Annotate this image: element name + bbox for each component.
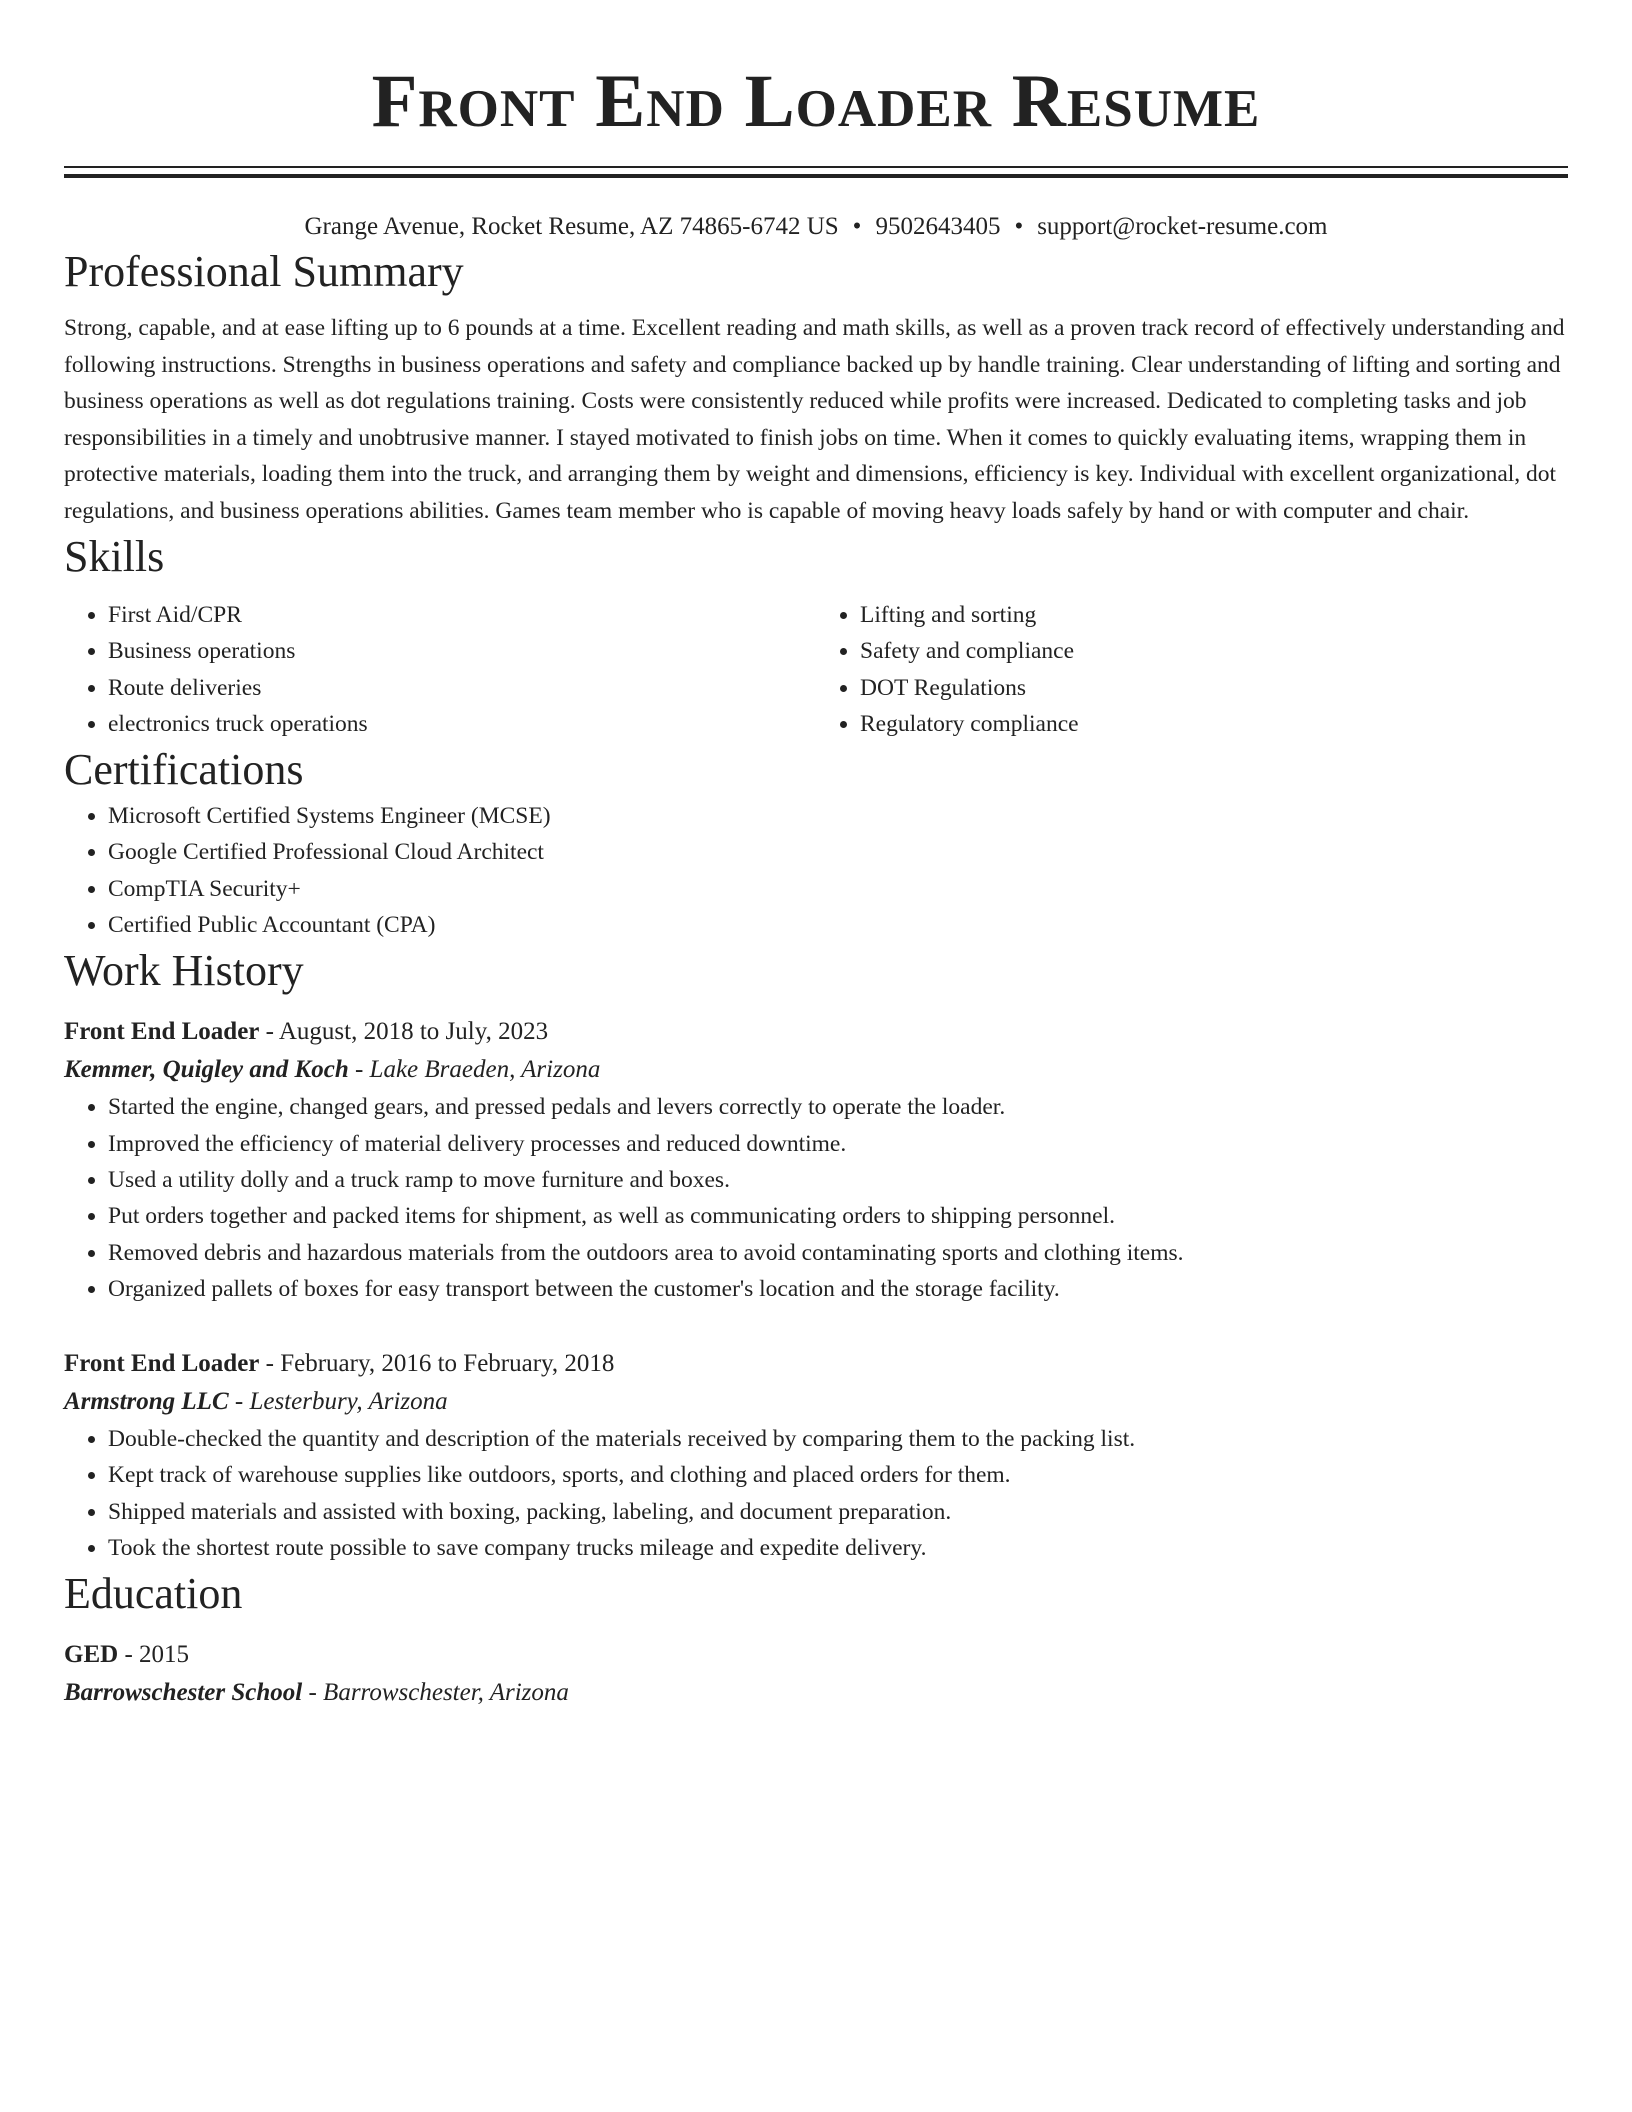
job-location: - Lake Braeden, Arizona: [348, 1056, 601, 1084]
job-title: Front End Loader: [64, 1350, 260, 1378]
title-rule-top: [64, 166, 1568, 168]
job-duties-list: [64, 1089, 1568, 1307]
certification-item: • Microsoft Certified Systems Engineer (MCSE): [108, 798, 1568, 834]
contact-email: support@rocket-resume.com: [1037, 213, 1328, 240]
skills-list-left: [64, 597, 816, 742]
skill-item: • Business operations: [108, 633, 816, 669]
job-company-line: [64, 1051, 1568, 1089]
skill-item: • First Aid/CPR: [108, 597, 816, 633]
contact-phone: 9502643405: [875, 213, 1001, 240]
job-company-line: [64, 1383, 1568, 1421]
job-duty: • Improved the efficiency of material delivery processes and reduced downtime.: [108, 1126, 1568, 1162]
summary-heading: Professional Summary: [64, 247, 464, 296]
resume-title: Front End Loader Resume: [371, 60, 1261, 143]
skill-item: • DOT Regulations: [860, 670, 1568, 706]
education-degree: GED: [64, 1641, 119, 1669]
job-title-line: [64, 1013, 1568, 1051]
education-degree-line: [64, 1636, 1568, 1674]
job-duty: • Removed debris and hazardous materials from the outdoors area to avoid contaminating sports and clothing items.: [108, 1235, 1568, 1271]
certification-item: • Google Certified Professional Cloud Architect: [108, 834, 1568, 870]
job-duty: • Used a utility dolly and a truck ramp to move furniture and boxes.: [108, 1162, 1568, 1198]
job-duty: • Shipped materials and assisted with boxing, packing, labeling, and document preparation.: [108, 1494, 1568, 1530]
skill-item: • Lifting and sorting: [860, 597, 1568, 633]
certification-item: • Certified Public Accountant (CPA): [108, 907, 1568, 943]
contact-line: [64, 210, 1568, 244]
job-duties-list: [64, 1421, 1568, 1566]
contact-separator: •: [852, 213, 862, 240]
job-title: Front End Loader: [64, 1018, 260, 1046]
job-company: Armstrong LLC: [64, 1388, 229, 1416]
job-location: - Lesterbury, Arizona: [228, 1388, 448, 1416]
job-duty: • Started the engine, changed gears, and pressed pedals and levers correctly to operate the loader.: [108, 1089, 1568, 1125]
education-year: - 2015: [118, 1641, 190, 1669]
certification-item: • CompTIA Security+: [108, 871, 1568, 907]
skill-item: • Safety and compliance: [860, 633, 1568, 669]
certifications-list: [64, 798, 1568, 943]
job-dates: - February, 2016 to February, 2018: [259, 1350, 615, 1378]
certifications-heading: Certifications: [64, 745, 304, 795]
skills-columns: [64, 597, 1568, 742]
skills-list-right: [816, 597, 1568, 742]
job-title-line: [64, 1345, 1568, 1383]
education-location: - Barrowschester, Arizona: [302, 1679, 569, 1707]
education-school: Barrowschester School: [64, 1679, 303, 1707]
summary-text: Strong, capable, and at ease lifting up to 6 pounds at a time. Excellent reading and math skills, as well as a proven track record of effectively understanding and following instructions. Strengths in business operations and safety and compliance backed up by handle training. Clear understanding of lifting and sorting and business operations as well as dot regulations training. Costs were consistently reduced while profits were increased. Dedicated to completing tasks and job responsibilities in a timely and unobtrusive manner. I stayed motivated to finish jobs on time. When it comes to quickly evaluating items, wrapping them in protective materials, loading them into the truck, and arranging them by weight and dimensions, efficiency is key. Individual with excellent organizational, dot regulations, and business operations abilities. Games team member who is capable of moving heavy loads safely by hand or with computer and chair.: [64, 315, 1565, 524]
contact-address: Grange Avenue, Rocket Resume, AZ 74865-6742 US: [304, 213, 839, 240]
skill-item: • electronics truck operations: [108, 706, 816, 742]
job-entry: [64, 1345, 1568, 1566]
job-duty: • Took the shortest route possible to save company trucks mileage and expedite delivery.: [108, 1530, 1568, 1566]
title-rule-bottom: [64, 174, 1568, 178]
work-history-heading: Work History: [64, 946, 304, 996]
education-heading: Education: [64, 1569, 243, 1619]
education-school-line: [64, 1674, 1568, 1712]
job-duty: • Kept track of warehouse supplies like outdoors, sports, and clothing and placed orders for them.: [108, 1457, 1568, 1493]
skills-heading: Skills: [64, 532, 165, 581]
skill-item: • Regulatory compliance: [860, 706, 1568, 742]
job-duty: • Put orders together and packed items for shipment, as well as communicating orders to shipping personnel.: [108, 1198, 1568, 1234]
contact-separator: •: [1014, 213, 1024, 240]
job-duty: • Organized pallets of boxes for easy transport between the customer's location and the storage facility.: [108, 1271, 1568, 1307]
job-company: Kemmer, Quigley and Koch: [64, 1056, 349, 1084]
job-entry: [64, 1013, 1568, 1307]
job-dates: - August, 2018 to July, 2023: [259, 1018, 549, 1046]
skill-item: • Route deliveries: [108, 670, 816, 706]
job-duty: • Double-checked the quantity and description of the materials received by comparing them to the packing list.: [108, 1421, 1568, 1457]
